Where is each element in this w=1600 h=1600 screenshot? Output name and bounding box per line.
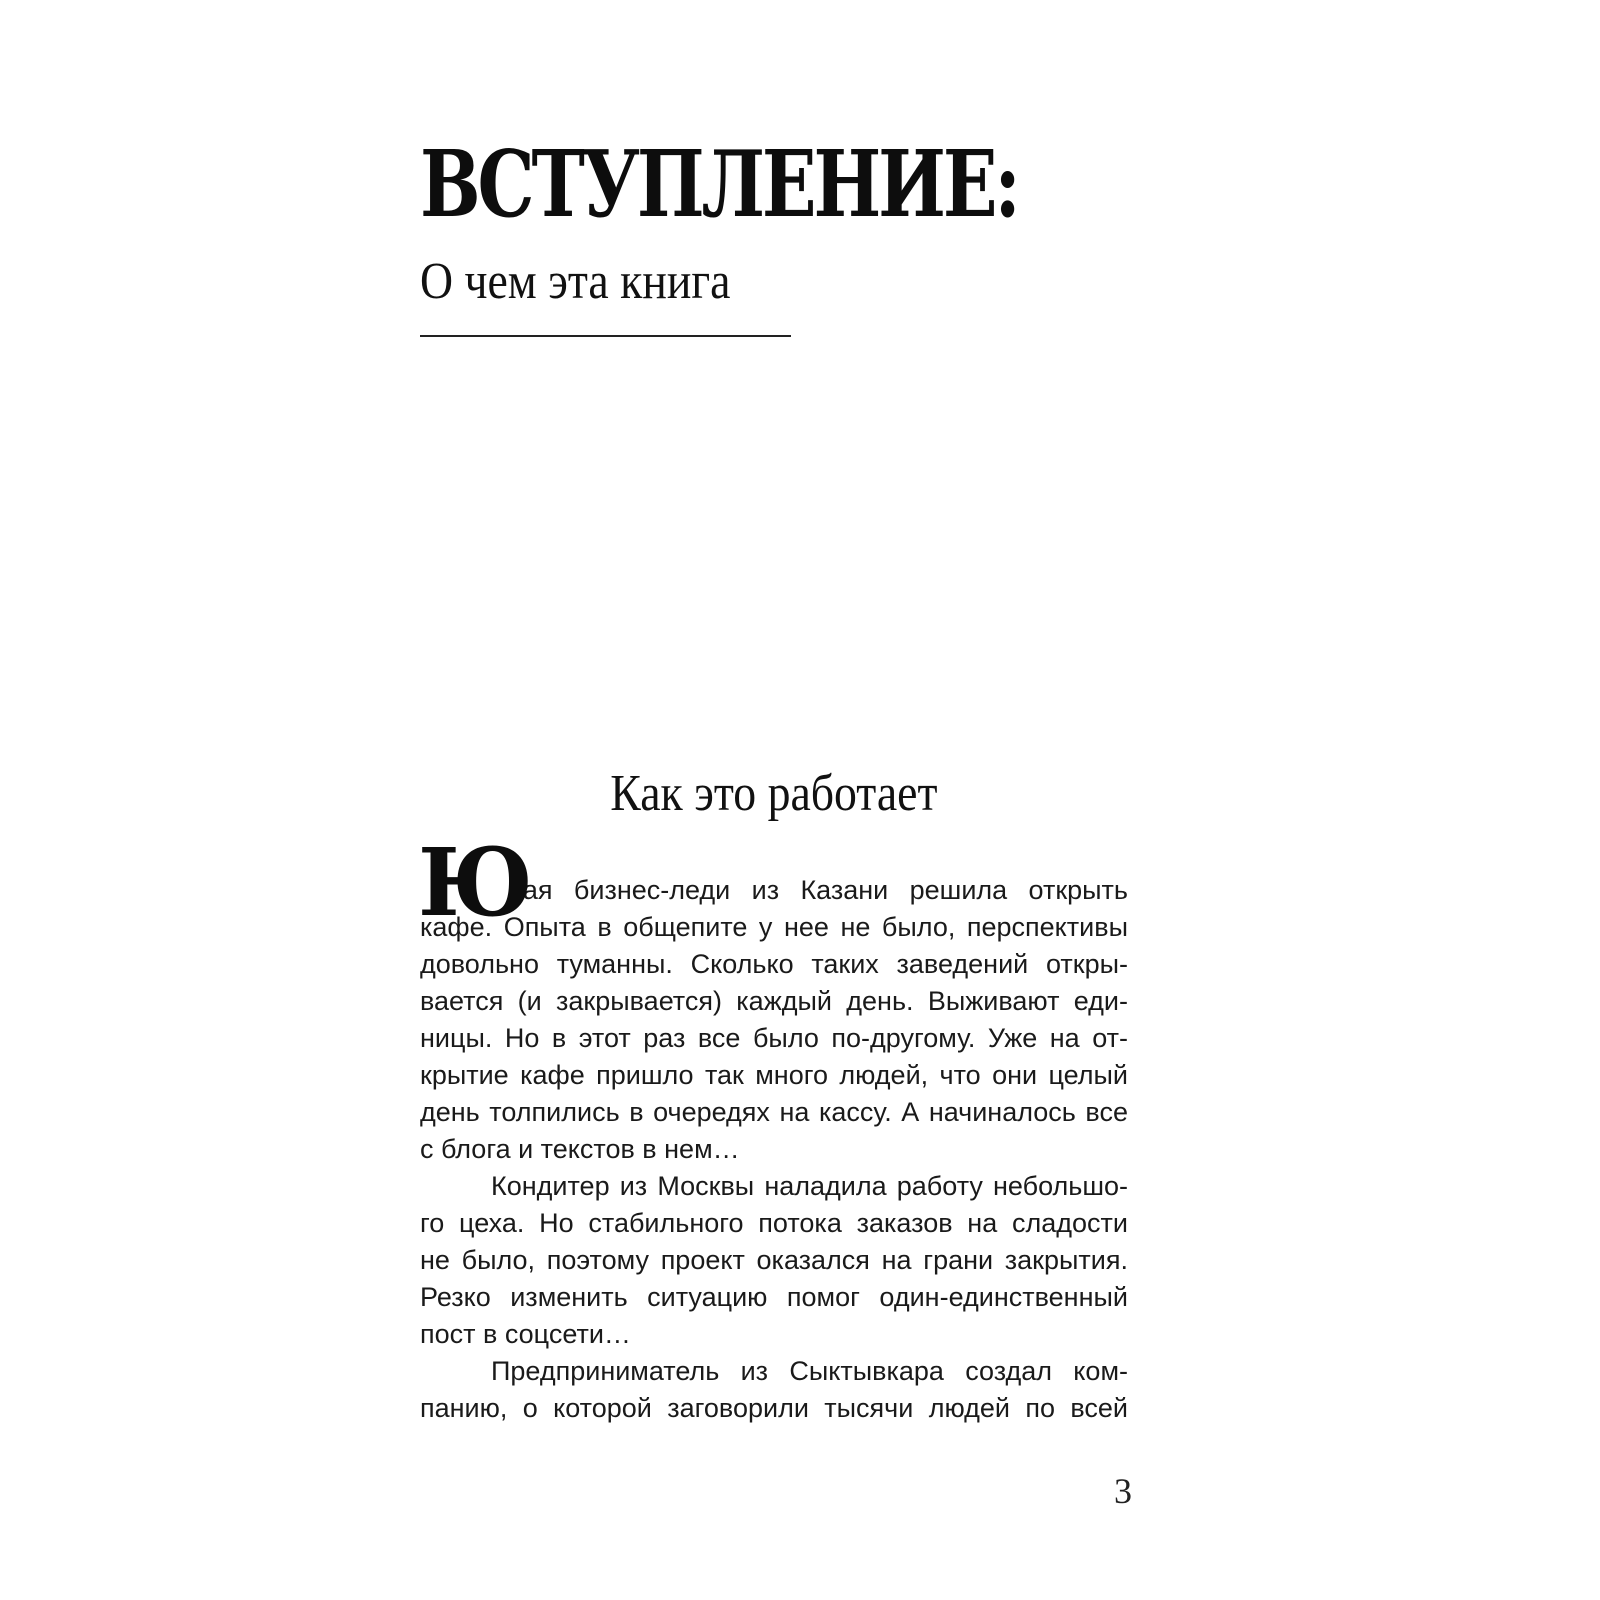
drop-cap: Ю <box>418 828 530 938</box>
text-line: не было, поэтому проект оказался на грани закрытия. <box>420 1245 1128 1275</box>
text-line: Резко изменить ситуацию помог один-единственный <box>420 1282 1128 1312</box>
text-line: ная бизнес-леди из Казани решила открыть <box>508 875 1128 905</box>
text-line: крытие кафе пришло так много людей, что они целый <box>420 1060 1128 1090</box>
text-line: Предприниматель из Сыктывкара создал ком- <box>491 1356 1128 1386</box>
chapter-title: ВСТУПЛЕНИЕ: <box>420 130 1018 238</box>
section-heading <box>420 765 1128 822</box>
text-line: Кондитер из Москвы наладила работу небольшо- <box>491 1171 1128 1201</box>
text-line: вается (и закрывается) каждый день. Выживают еди- <box>420 986 1128 1016</box>
page-number: 3 <box>1114 1471 1132 1511</box>
body-text <box>418 828 1128 1427</box>
text-line: кафе. Опыта в общепите у нее не было, перспективы <box>420 912 1128 942</box>
text-line: довольно туманны. Сколько таких заведений откры- <box>420 949 1128 979</box>
text-line: пост в соцсети… <box>420 1319 631 1349</box>
text-line: панию, о которой заговорили тысячи людей по всей <box>420 1393 1128 1423</box>
text-line: с блога и текстов в нем… <box>420 1134 740 1164</box>
text-line: го цеха. Но стабильного потока заказов на сладости <box>420 1208 1128 1238</box>
text-line: ницы. Но в этот раз все было по-другому. Уже на от- <box>420 1023 1128 1053</box>
section-heading-text: Как это работает <box>610 765 938 822</box>
title-divider <box>420 335 791 337</box>
text-line: день толпились в очередях на кассу. А начиналось все <box>420 1097 1128 1127</box>
chapter-subtitle: О чем эта книга <box>420 253 731 310</box>
